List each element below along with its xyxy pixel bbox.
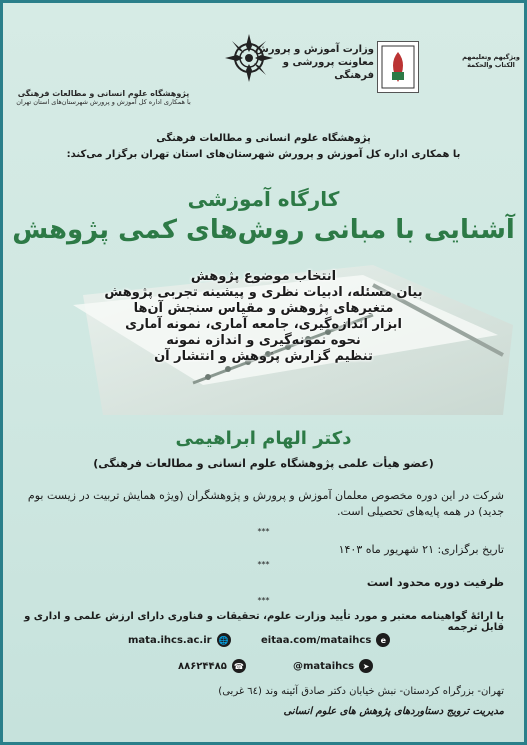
collaboration-caption: با همکاری اداره کل آموزش و پرورش شهرستان‌های استان تهران — [16, 98, 191, 106]
institute-logo — [13, 31, 191, 106]
telegram-handle[interactable]: @mataihcs — [293, 660, 355, 672]
ministry-name — [244, 43, 374, 82]
topic-item: بیان مسئله، ادبیات نظری و پیشینه تجربی پژوهش — [104, 285, 423, 300]
eitaa-link[interactable]: eitaa.com/mataihcs — [261, 634, 372, 646]
topic-item: ابزار اندازه‌گیری، جامعه آماری، نمونه آماری — [125, 317, 402, 332]
separator: *** — [257, 560, 270, 569]
topic-item: انتخاب موضوع پژوهش — [190, 269, 337, 284]
workshop-title: آشنایی با مبانی روش‌های کمی پژوهش — [12, 215, 515, 245]
ministry-logo — [254, 41, 520, 111]
topic-item: متغیرهای پژوهش و مقیاس سنجش آن‌ها — [133, 301, 394, 316]
institute-logo-text: پژوهشگاه علوم انسانی و مطالعات فرهنگی — [17, 89, 190, 98]
eitaa-icon: e — [376, 633, 390, 647]
speaker-affiliation: (عضو هیأت علمی پژوهشگاه علوم انسانی و مطالعات فرهنگی) — [93, 457, 434, 470]
ministry-line2: معاونت پرورشی و فرهنگی — [282, 57, 374, 81]
telegram-icon: ➤ — [359, 659, 373, 673]
address: تهران- بزرگراه کردستان- نبش خیابان دکتر صادق آئینه وند (٦٤ غربی) — [218, 686, 504, 697]
intro-line1: پژوهشگاه علوم انسانی و مطالعات فرهنگی — [156, 133, 371, 144]
ministry-emblem-icon — [377, 41, 419, 93]
institute-name-and-caption — [1, 89, 206, 106]
telegram-contact[interactable] — [293, 659, 373, 673]
website-link[interactable]: mata.ihcs.ac.ir — [128, 634, 212, 646]
speaker-name: دکتر الهام ابراهیمی — [175, 428, 352, 449]
topics-list — [23, 269, 504, 365]
globe-icon: 🌐 — [217, 633, 231, 647]
event-date: تاریخ برگزاری: ۲۱ شهریور ماه ۱۴۰۳ — [338, 543, 504, 556]
website-contact[interactable] — [128, 633, 231, 647]
eitaa-contact[interactable] — [261, 633, 390, 647]
topic-item: تنظیم گزارش پژوهش و انتشار آن — [154, 349, 373, 364]
ministry-side-text: ویژگیهم وتعلیمهم الکتاب والحکمة — [462, 53, 520, 69]
course-description: شرکت در این دوره مخصوص معلمان آموزش و پرورش و پژوهشگران (ویژه همایش تربیت در زیست بوم جدید) در همه پایه‌های تحصیلی است. — [27, 489, 504, 518]
footer-organizer: مدیریت ترویج دستاوردهای پژوهش های علوم انسانی — [283, 706, 504, 717]
separator: *** — [257, 527, 270, 536]
intro-line2: با همکاری اداره کل آموزش و پرورش شهرستان‌های استان تهران برگزار می‌کند: — [66, 149, 461, 160]
capacity-note: ظرفیت دوره محدود است — [366, 576, 504, 589]
intro — [13, 131, 514, 163]
certificate-note: با ارائهٔ گواهینامه معتبر و مورد تأیید وزارت علوم، تحقیقات و فناوری دارای ارزش علمی و اداری و قابل ترجمه — [24, 611, 504, 633]
topic-item: نحوه نمونه‌گیری و اندازه نمونه — [166, 333, 361, 348]
header — [13, 11, 520, 116]
workshop-kicker: کارگاه آموزشی — [187, 187, 340, 211]
phone-icon: ☎ — [232, 659, 246, 673]
phone-number[interactable]: ۸۸۶۲۴۴۸۵ — [178, 660, 227, 672]
phone-contact[interactable] — [178, 659, 246, 673]
separator: *** — [257, 596, 270, 605]
ministry-line1: وزارت آموزش و پرورش — [254, 44, 374, 55]
